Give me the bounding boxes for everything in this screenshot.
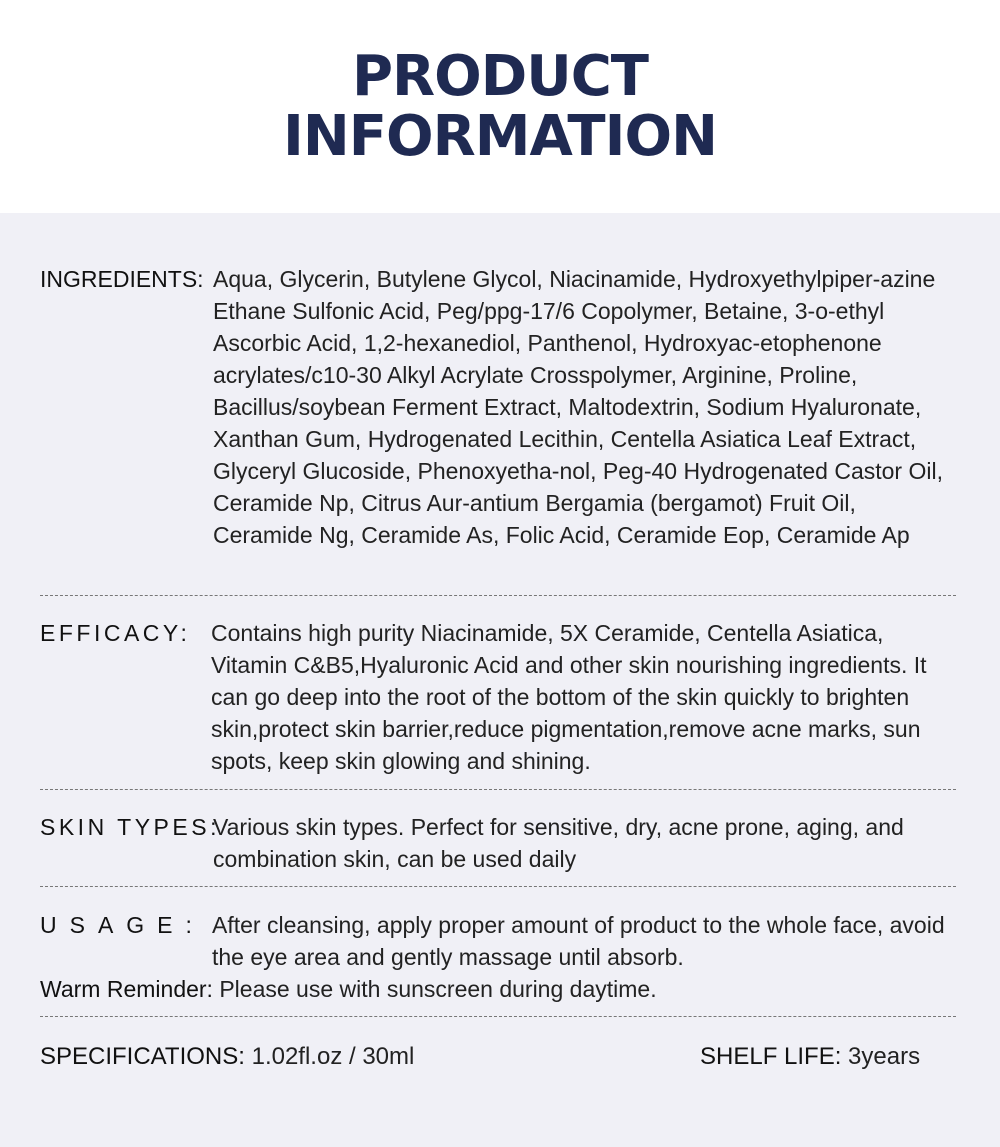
shelf-life-row [700, 1041, 920, 1073]
ingredients-label: INGREDIENTS: [40, 266, 204, 292]
warm-reminder-label: Warm Reminder: [40, 976, 213, 1002]
title-line-1: PRODUCT [351, 43, 648, 109]
divider [40, 1016, 956, 1017]
usage-text: After cleansing, apply proper amount of product to the whole face, avoid the eye area and gently massage until absorb. [212, 912, 945, 970]
shelf-life-label: SHELF LIFE: [700, 1043, 842, 1070]
specifications-label: SPECIFICATIONS: [40, 1043, 245, 1070]
efficacy-label: EFFICACY: [40, 620, 191, 646]
title-line-2: INFORMATION [283, 103, 717, 169]
efficacy-text: Contains high purity Niacinamide, 5X Ceramide, Centella Asiatica, Vitamin C&B5,Hyaluronic Acid and other skin nourishing ingredients. It can go deep into the root of the bottom of the skin quickly to brighten skin,protect skin barrier,reduce pigmentation,remove acne marks, sun spots, keep skin glowing and shining. [211, 620, 927, 774]
divider [40, 595, 956, 596]
warm-reminder-text: Please use with sunscreen during daytime. [219, 976, 657, 1002]
shelf-life-value: 3years [848, 1043, 921, 1070]
divider [40, 886, 956, 887]
specifications-value: 1.02fl.oz / 30ml [251, 1043, 415, 1070]
usage-label: USAGE: [40, 912, 205, 938]
page-title [283, 43, 717, 169]
info-panel [0, 213, 1000, 1147]
divider [40, 789, 956, 790]
skin-types-text: Various skin types. Perfect for sensitive, dry, acne prone, aging, and combination skin, can be used daily [213, 814, 904, 872]
skin-types-label: SKIN TYPES: [40, 814, 220, 840]
ingredients-text: Aqua, Glycerin, Butylene Glycol, Niacinamide, Hydroxyethylpiper-azine Ethane Sulfonic Acid, Peg/ppg-17/6 Copolymer, Betaine, 3-o-ethyl Ascorbic Acid, 1,2-hexanediol, Panthenol, Hydroxyac-etophenone acrylates/c10-30 Alkyl Acrylate Crosspolymer, Arginine, Proline, Bacillus/soybean Ferment Extract, Maltodextrin, Sodium Hyaluronate, Xanthan Gum, Hydrogenated Lecithin, Centella Asiatica Leaf Extract, Glyceryl Glucoside, Phenoxyetha-nol, Peg-40 Hydrogenated Castor Oil, Ceramide Np, Citrus Aur-antium Bergamia (bergamot) Fruit Oil, Ceramide Ng, Ceramide As, Folic Acid, Ceramide Eop, Ceramide Ap [213, 266, 943, 548]
header [0, 0, 1000, 213]
warm-reminder [40, 973, 960, 1005]
